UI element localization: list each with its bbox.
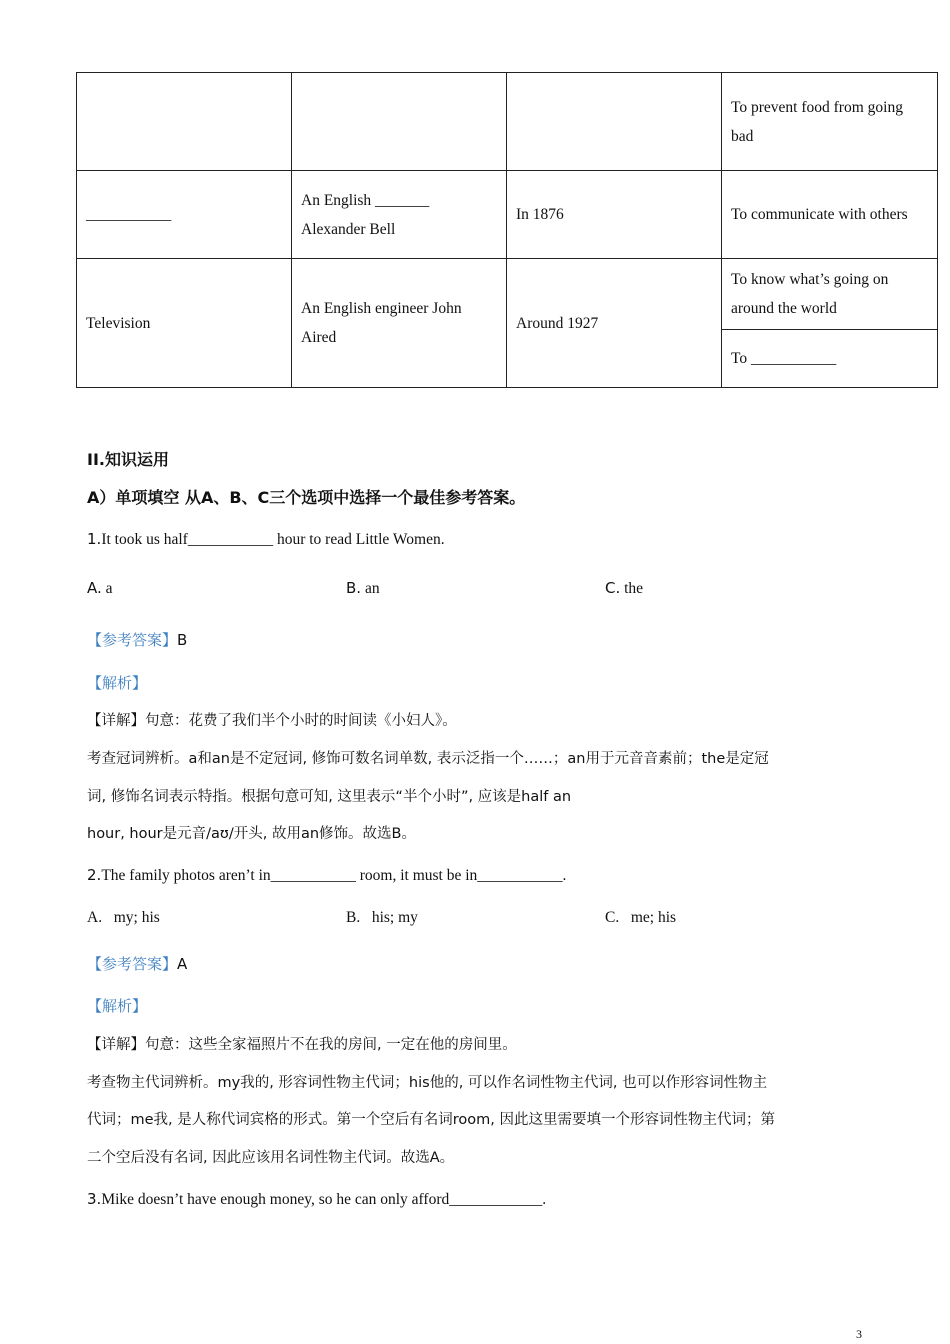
question-number: 3. (87, 1190, 102, 1208)
analysis-label: 【解析】 (87, 674, 148, 692)
detail-line: 二个空后没有名词, 因此应该用名词性物主代词。故选A。 (87, 1150, 455, 1166)
detail-line: 【详解】句意：花费了我们半个小时的时间读《小妇人》。 (87, 713, 457, 729)
option-b[interactable]: B. an (346, 579, 380, 597)
answer-line (87, 629, 187, 650)
table-row (77, 171, 938, 259)
inventions-table (76, 72, 938, 388)
table-cell: An English engineer John Aired (292, 259, 507, 388)
detail-line: 考查物主代词辨析。my我的, 形容词性物主代词；his他的, 可以作名词性物主代词, 也可以作形容词性物主 (87, 1075, 768, 1091)
purpose-blank[interactable]: To ___________ (722, 330, 938, 388)
inventor-line-2: Alexander Bell (301, 220, 396, 238)
table-cell: To know what’s going on around the world (722, 259, 938, 330)
table-cell (77, 73, 292, 171)
analysis-label: 【解析】 (87, 997, 148, 1015)
question-2 (87, 866, 566, 885)
question-text: It took us half___________ hour to read Little Women. (101, 531, 445, 548)
detail-line: 考查冠词辨析。a和an是不定冠词, 修饰可数名词单数, 表示泛指一个……；an用于元音音素前；the是定冠 (87, 751, 769, 767)
answer-line (87, 953, 187, 974)
question-number: 1. (87, 530, 102, 548)
answer-label: 【参考答案】 (87, 955, 178, 973)
question-text: Mike doesn’t have enough money, so he can only afford____________. (101, 1191, 547, 1208)
detail-line: 代词；me我, 是人称代词宾格的形式。第一个空后有名词room, 因此这里需要填一个形容词性物主代词；第 (87, 1112, 775, 1128)
table-cell (507, 73, 722, 171)
page-number: 3 (856, 1327, 862, 1341)
table-row (77, 73, 938, 171)
question-1 (87, 530, 445, 549)
table-cell: To communicate with others (722, 171, 938, 259)
table-cell (292, 73, 507, 171)
answer-value: B (177, 631, 188, 649)
detail-line: 【详解】句意：这些全家福照片不在我的房间, 一定在他的房间里。 (87, 1037, 517, 1053)
answer-label: 【参考答案】 (87, 631, 178, 649)
table-cell: Around 1927 (507, 259, 722, 388)
option-a[interactable]: A. a (87, 579, 113, 597)
table-cell (292, 171, 507, 259)
option-b[interactable]: B. his; my (346, 909, 418, 926)
inventor-line-1: An English _______ (301, 191, 430, 209)
question-text: The family photos aren’t in___________ room, it must be in___________. (101, 867, 567, 884)
detail-line: 词, 修饰名词表示特指。根据句意可知, 这里表示“半个小时”, 应该是half an (87, 789, 572, 805)
section-title: II.知识运用 (87, 450, 169, 469)
option-a[interactable]: A. my; his (87, 909, 160, 926)
table-cell: Television (77, 259, 292, 388)
table-cell: To prevent food from going bad (722, 73, 938, 171)
option-c[interactable]: C. the (605, 579, 644, 597)
invention-blank[interactable]: ___________ (77, 171, 292, 259)
option-c[interactable]: C. me; his (605, 909, 677, 926)
table-row (77, 259, 938, 330)
table-cell: In 1876 (507, 171, 722, 259)
section-subtitle: A）单项填空 从A、B、C三个选项中选择一个最佳参考答案。 (87, 488, 526, 507)
answer-value: A (177, 955, 188, 973)
detail-line: hour, hour是元音/aʊ/开头, 故用an修饰。故选B。 (87, 826, 416, 842)
question-3 (87, 1190, 546, 1209)
question-number: 2. (87, 866, 102, 884)
